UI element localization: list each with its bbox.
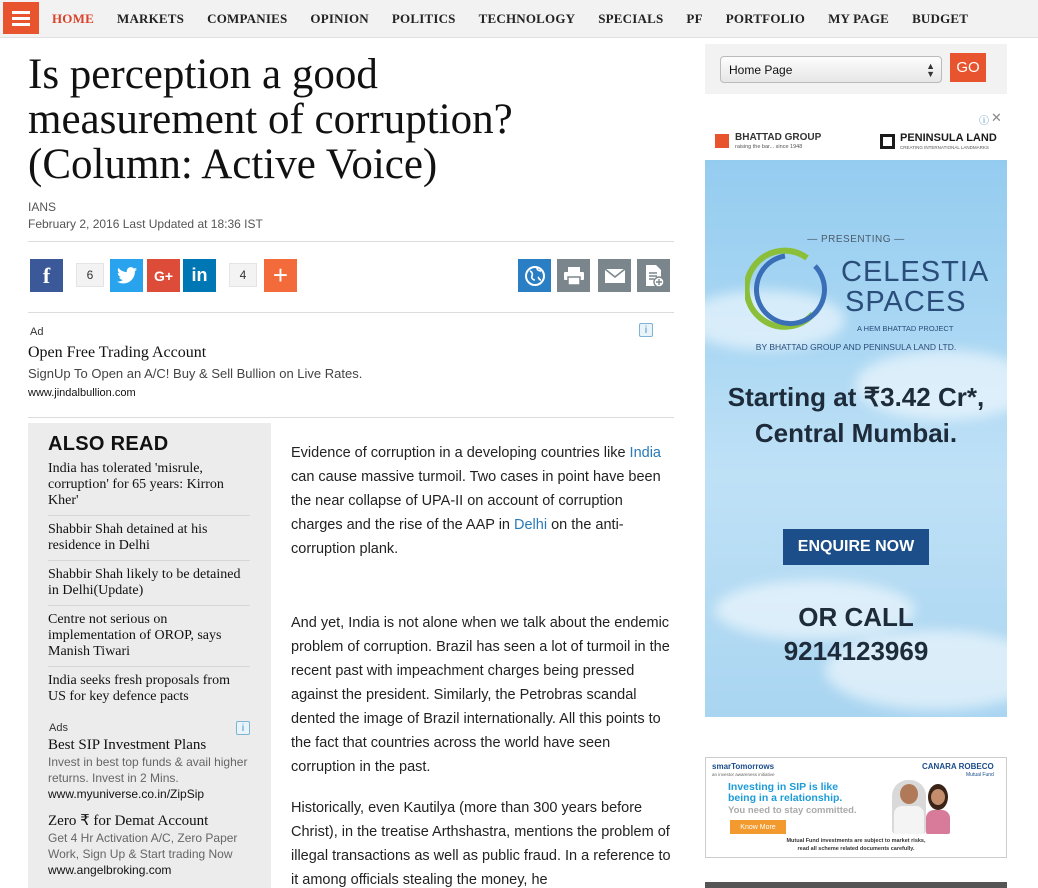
also-read-item[interactable]: Centre not serious on implementation of OROP, says Manish Tiwari [48, 612, 250, 667]
select-arrows-icon: ▲ ▼ [926, 61, 935, 79]
woman-photo-icon [924, 784, 952, 834]
twitter-share-button[interactable] [110, 259, 143, 292]
ad-close-icon[interactable]: ✕ [991, 110, 1002, 125]
bhattad-logo-icon [715, 134, 729, 148]
nav-item-pf[interactable]: PF [686, 11, 703, 26]
nav-item-portfolio[interactable]: PORTFOLIO [725, 11, 806, 26]
paragraph-text: Evidence of corruption in a developing countries like [291, 445, 630, 461]
email-icon [604, 268, 626, 284]
menu-icon [12, 11, 30, 14]
celestia-logo-icon [745, 244, 835, 334]
inline-topic-link[interactable]: Delhi [514, 517, 548, 533]
googleplus-icon: G+ [153, 267, 174, 284]
nav-item-opinion[interactable]: OPINION [310, 11, 369, 26]
sponsored-ad [48, 813, 258, 878]
googleplus-share-button[interactable] [147, 259, 180, 292]
ad-label: Ad [30, 326, 44, 338]
ad-info-icon[interactable]: ⓘ [979, 115, 989, 127]
also-read-item[interactable]: India seeks fresh proposals from US for key defence pacts [48, 673, 230, 704]
plus-icon: + [272, 260, 289, 290]
know-more-button[interactable]: Know More [730, 820, 786, 834]
email-button[interactable] [598, 259, 631, 292]
ad-title[interactable]: Open Free Trading Account [28, 344, 207, 361]
facebook-share-count: 6 [76, 263, 104, 287]
sidebar-bottom-widget [705, 882, 1007, 888]
linkedin-icon: in [191, 265, 208, 285]
also-read-item[interactable]: India has tolerated 'misrule, corruption' for 65 years: Kirron Kher' [48, 461, 250, 516]
brand-left: BHATTAD GROUP [735, 132, 822, 143]
ad-description: SignUp To Open an A/C! Buy & Sell Bullion on Live Rates. [28, 366, 363, 381]
go-button[interactable]: GO [950, 53, 986, 82]
nav-menu [52, 0, 991, 38]
peninsula-logo-icon [880, 134, 895, 149]
document-add-icon [643, 264, 665, 288]
article-paragraph [291, 441, 676, 561]
hamburger-menu-button[interactable] [3, 2, 39, 34]
nav-item-politics[interactable]: POLITICS [391, 11, 456, 26]
printer-icon [563, 266, 585, 286]
print-button[interactable] [557, 259, 590, 292]
sponsored-ad [48, 737, 258, 802]
ads-label: Ads [49, 722, 68, 734]
divider [28, 241, 674, 242]
paragraph-text: Historically, even Kautilya (more than 300 years before Christ), in the treatise Arthshastra, mentions the problem of illegal transactions as well as public fraud. In a reference to it among officials stealing the money, he [291, 800, 671, 888]
twitter-icon [117, 267, 137, 284]
translate-button[interactable] [518, 259, 551, 292]
nav-item-specials[interactable]: SPECIALS [598, 11, 664, 26]
sponsored-ad-url[interactable]: www.myuniverse.co.in/ZipSip [48, 787, 205, 801]
enquire-now-button[interactable]: ENQUIRE NOW [783, 529, 929, 565]
sip-banner-ad[interactable]: smarTomorrows an investor awareness initiative CANARA ROBECO Mutual Fund Investing in SIP is like being in a relationship. You need to stay committed. Know More Mutual Fund investments are subject to market risks, read all scheme related documents carefully. [705, 757, 1007, 858]
sponsored-ad-url[interactable]: www.angelbroking.com [48, 863, 172, 877]
dateline: February 2, 2016 Last Updated at 18:36 IST [28, 217, 263, 231]
linkedin-share-button[interactable] [183, 259, 216, 292]
paragraph-text: And yet, India is not alone when we talk about the endemic problem of corruption. Brazil has seen a lot of turmoil in the recent past with impeachment charges being pressed against the president. Similarly, the Petrobras scandal dented the image of Brazil internationally. All this points to the fact that countries across the world have seen corruption in the past. [291, 615, 670, 775]
top-nav [0, 0, 1038, 38]
nav-item-home[interactable]: HOME [52, 11, 94, 26]
also-read-item[interactable]: Shabbir Shah detained at his residence in Delhi [48, 522, 250, 561]
ad-info-icon[interactable]: i [639, 323, 653, 337]
nav-item-markets[interactable]: MARKETS [116, 11, 185, 26]
byline [28, 199, 263, 233]
more-share-button[interactable] [264, 259, 297, 292]
article-paragraph [291, 796, 676, 888]
nav-item-budget[interactable]: BUDGET [912, 11, 969, 26]
globe-icon [524, 265, 546, 287]
also-read-title: ALSO READ [48, 433, 169, 455]
sponsored-ad-title[interactable]: Zero ₹ for Demat Account [48, 813, 209, 829]
also-read-panel [28, 423, 271, 888]
facebook-icon: f [42, 262, 51, 288]
article-paragraph [291, 611, 676, 779]
paragraph-text: can cause massive turmoil. Two cases in point have been the near collapse of UPA-II on account of corruption charges and the rise of the AAP in [291, 469, 661, 533]
divider [28, 417, 674, 418]
sponsored-ad-description: Get 4 Hr Activation A/C, Zero Paper Work, Sign Up & Start trading Now [48, 831, 238, 861]
man-photo-icon [892, 780, 926, 834]
nav-item-companies[interactable]: COMPANIES [207, 11, 288, 26]
ad-info-icon[interactable]: i [236, 721, 250, 735]
nav-item-technology[interactable]: TECHNOLOGY [478, 11, 576, 26]
nav-item-my-page[interactable]: MY PAGE [828, 11, 890, 26]
ad-url[interactable]: www.jindalbullion.com [28, 387, 136, 399]
celestia-banner-ad[interactable]: ⓘ ✕ BHATTAD GROUP raising the bar... since 1948 PENINSULA LAND CREATING INTERNATIONAL LANDMARKS — PRESENTING — CELESTIA SPACES A HEM BHATTAD PROJECT BY BHATTAD GROUP AND PENINSULA LAND LTD. Starting at ₹3.42 Cr*, Central Mumbai. ENQUIRE NOW OR CALL 9214123969 [705, 110, 1007, 717]
facebook-share-button[interactable] [30, 259, 63, 292]
linkedin-share-count: 4 [229, 263, 257, 287]
sponsored-ad-description: Invest in best top funds & avail higher returns. Invest in 2 Mins. [48, 755, 248, 785]
author: IANS [28, 200, 57, 214]
divider [28, 312, 674, 313]
sponsored-ad-title[interactable]: Best SIP Investment Plans [48, 737, 207, 753]
also-read-list [48, 461, 250, 717]
also-read-item[interactable]: Shabbir Shah likely to be detained in Delhi(Update) [48, 567, 250, 606]
page-select[interactable]: Home Page ▲ ▼ [720, 56, 942, 83]
article-headline: Is perception a good measurement of corruption? (Column: Active Voice) [28, 51, 513, 188]
inline-topic-link[interactable]: India [629, 445, 661, 461]
paragraph-text: on the anti-corruption plank. [291, 517, 624, 557]
save-article-button[interactable] [637, 259, 670, 292]
